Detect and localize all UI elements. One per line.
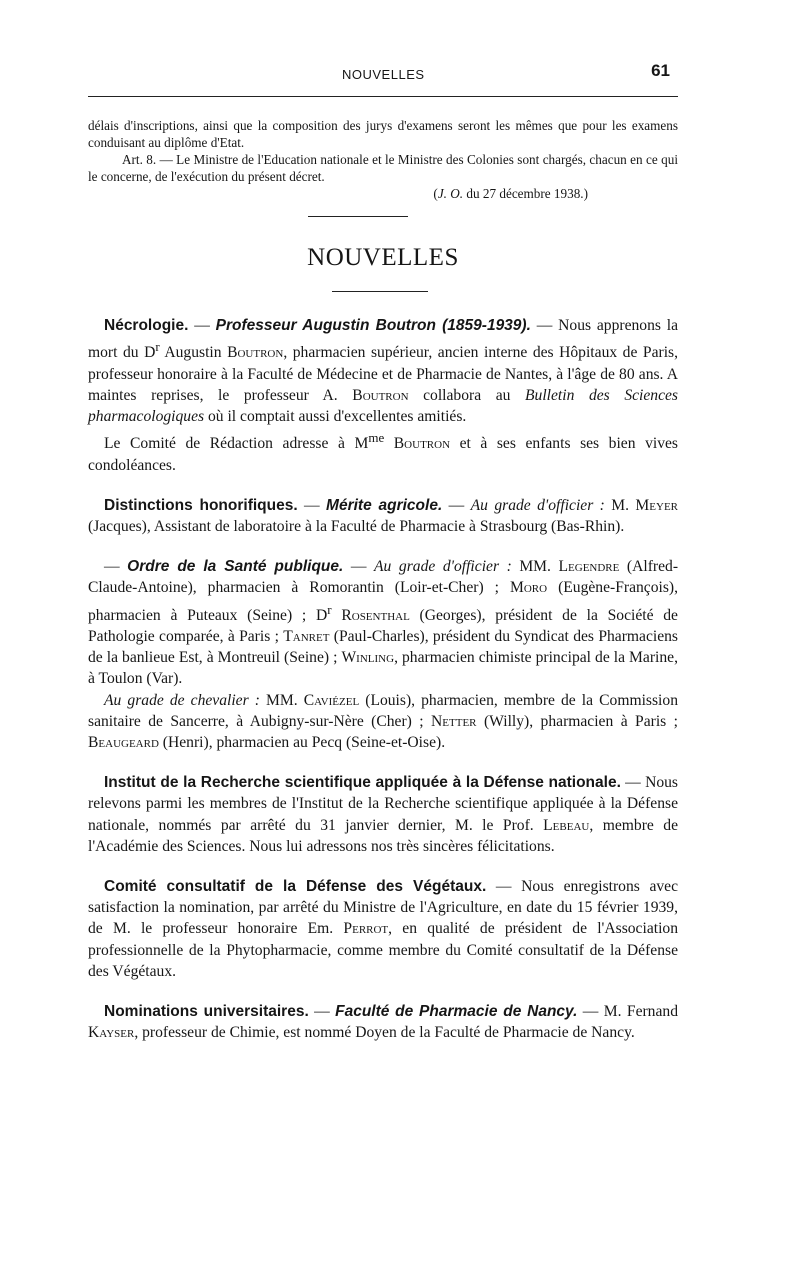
running-header: [88, 60, 678, 92]
chevalier-text-1: MM.: [259, 691, 304, 709]
madame-superscript: me: [368, 430, 385, 446]
nominations-rubric: Nominations universitaires.: [104, 1003, 309, 1021]
nominations-dash-1: —: [308, 1003, 336, 1021]
person-name: Boutron: [227, 344, 284, 362]
distinctions-dash-2: —: [442, 496, 471, 514]
necrology-rubric: Nécrologie.: [104, 317, 189, 334]
person-name: Moro: [509, 579, 548, 597]
source-journal: J. O.: [437, 186, 464, 201]
person-name: Winling: [341, 649, 395, 667]
header-rule: [88, 96, 678, 97]
sante-dash-1: —: [343, 558, 375, 576]
faculte-nancy-subtitle: Faculté de Pharmacie de Nancy.: [335, 1003, 578, 1021]
grade-chevalier-label: Au grade de chevalier :: [104, 691, 260, 709]
person-name: Tanret: [283, 628, 330, 645]
necrology-text-4: collabora au: [408, 386, 525, 404]
source-open: (: [433, 186, 438, 201]
chevalier-text-2: (Louis), pharmacien, membre de la Commission sanitaire de Sancerre, à Aubigny-sur-Nère (Cher) ;: [88, 691, 678, 730]
separator-rule: [308, 216, 408, 217]
decree-article-8: Art. 8. — Le Ministre de l'Education nationale et le Ministre des Colonies sont chargés, chacun en ce qui le concerne, de l'exécution du présent décret.: [88, 152, 678, 184]
sante-publique-paragraph: [88, 556, 678, 689]
comite-rubric: Comité consultatif de la Défense des Végétaux.: [104, 878, 487, 896]
grade-label: Au grade d'officier :: [470, 496, 605, 514]
person-name: Kayser: [88, 1024, 135, 1042]
institut-rubric: Institut de la Recherche scientifique appliquée à la Défense nationale.: [104, 774, 621, 792]
person-name: Rosenthal: [341, 606, 410, 624]
condolences-text-1: Le Comité de Rédaction adresse à M: [104, 435, 369, 453]
necrology-text-1: Nous apprenons la mort du D: [88, 317, 679, 362]
doctor-superscript: r: [155, 339, 160, 355]
distinctions-text-1: M.: [604, 496, 636, 514]
journal-title: Bulletin des Sciences pharmacologiques: [88, 386, 678, 425]
decree-continuation: [88, 117, 678, 202]
nominations-text-2: , professeur de Chimie, est nommé Doyen de la Faculté de Pharmacie de Nancy.: [134, 1024, 635, 1042]
comite-paragraph: [88, 876, 678, 982]
person-name: Caviézel: [303, 691, 360, 709]
running-title: NOUVELLES: [342, 67, 425, 82]
sante-text-5: (Georges), président de la Société de Pathologie comparée, à Paris ;: [88, 606, 678, 645]
condolences-text-3: et à ses enfants ses bien vives condoléances.: [88, 435, 678, 474]
chevalier-text-3: (Willy), pharmacien à Paris ;: [476, 712, 678, 730]
page-number: 61: [651, 61, 670, 80]
distinctions-dash-1: —: [297, 496, 327, 514]
chevalier-paragraph: [88, 690, 678, 754]
institut-paragraph: [88, 772, 678, 857]
doctor-superscript: r: [327, 601, 332, 617]
necrology-text-3: , pharmacien supérieur, ancien interne des Hôpitaux de Paris, professeur honoraire à la Faculté de Médecine et de Pharmacie de Nantes, à l'âge de 80 ans. A maintes reprises, le professeur A.: [88, 344, 679, 404]
person-name: Boutron: [393, 435, 451, 453]
person-name: Perrot: [343, 920, 389, 938]
necrology-dash-1: —: [188, 317, 216, 334]
person-name: Meyer: [635, 496, 679, 514]
necrology-text-2: Augustin: [159, 344, 228, 362]
necrology-text-5: où il comptait aussi d'excellentes amitiés.: [204, 408, 467, 425]
comite-text-1: — Nous enregistrons avec satisfaction la nomination, par arrêté du Ministre de l'Agriculture, en date du 15 février 1939, de M. le professeur honoraire Em.: [88, 878, 678, 938]
title-underline: [332, 291, 428, 292]
sante-text-3: (Eugène-François), pharmacien à Puteaux (Seine) ; D: [88, 579, 679, 624]
nominations-text-1: — M. Fernand: [577, 1003, 678, 1021]
institut-text-1: — Nous relevons parmi les membres de l'Institut de la Recherche scientifique appliquée à la Défense nationale, nommés par arrêté du 31 janvier dernier, M. le Prof.: [88, 774, 678, 834]
decree-paragraph: délais d'inscriptions, ainsi que la composition des jurys d'examens seront les mêmes que pour les examens conduisant au diplôme d'Etat.: [88, 118, 678, 150]
sante-text-2: (Alfred-Claude-Antoine), pharmacien à Romorantin (Loir-et-Cher) ;: [88, 558, 679, 597]
sante-dash-0: —: [104, 558, 128, 576]
person-name: Legendre: [558, 558, 620, 576]
necrology-title: Professeur Augustin Boutron (1859-1939).: [215, 317, 531, 334]
person-name: Beaugeard: [88, 734, 159, 752]
distinctions-text-2: (Jacques), Assistant de laboratoire à la Faculté de Pharmacie à Strasbourg (Bas-Rhin).: [88, 518, 625, 535]
source-date: du 27 décembre 1938.): [463, 186, 588, 201]
grade-officier-label: Au grade d'officier :: [374, 558, 512, 576]
necrology-dash-2: —: [530, 317, 559, 334]
sante-text-6: (Paul-Charles), président du Syndicat des Pharmaciens de la banlieue Est, à Montreuil (Seine) ;: [88, 628, 678, 667]
sante-text-4: [332, 607, 342, 624]
condolences-paragraph: [88, 427, 678, 476]
person-name: Lebeau: [543, 816, 590, 834]
institut-text-2: , membre de l'Académie des Sciences. Nous lui adressons nos très sincères félicitations.: [88, 816, 678, 855]
nominations-paragraph: [88, 1001, 678, 1043]
sante-text-7: , pharmacien chimiste principal de la Marine, à Toulon (Var).: [88, 649, 678, 688]
section-title: NOUVELLES: [307, 244, 459, 271]
distinctions-paragraph: [88, 495, 678, 537]
sante-publique-rubric: Ordre de la Santé publique.: [127, 558, 344, 576]
condolences-text-2: [384, 435, 394, 452]
chevalier-text-4: (Henri), pharmacien au Pecq (Seine-et-Oise).: [158, 734, 446, 752]
decree-source: [88, 185, 678, 202]
person-name: Netter: [431, 712, 477, 730]
news-body: [88, 315, 678, 1043]
distinctions-rubric: Distinctions honorifiques.: [104, 496, 298, 514]
sante-text-1: MM.: [511, 558, 559, 576]
necrology-paragraph: [88, 315, 678, 427]
person-name: Boutron: [352, 386, 409, 404]
merite-agricole-subtitle: Mérite agricole.: [326, 496, 443, 514]
comite-text-2: , en qualité de président de l'Association professionnelle de la Phytopharmacie, comme membre du Comité consultatif de la Défense des Végétaux.: [88, 920, 678, 980]
